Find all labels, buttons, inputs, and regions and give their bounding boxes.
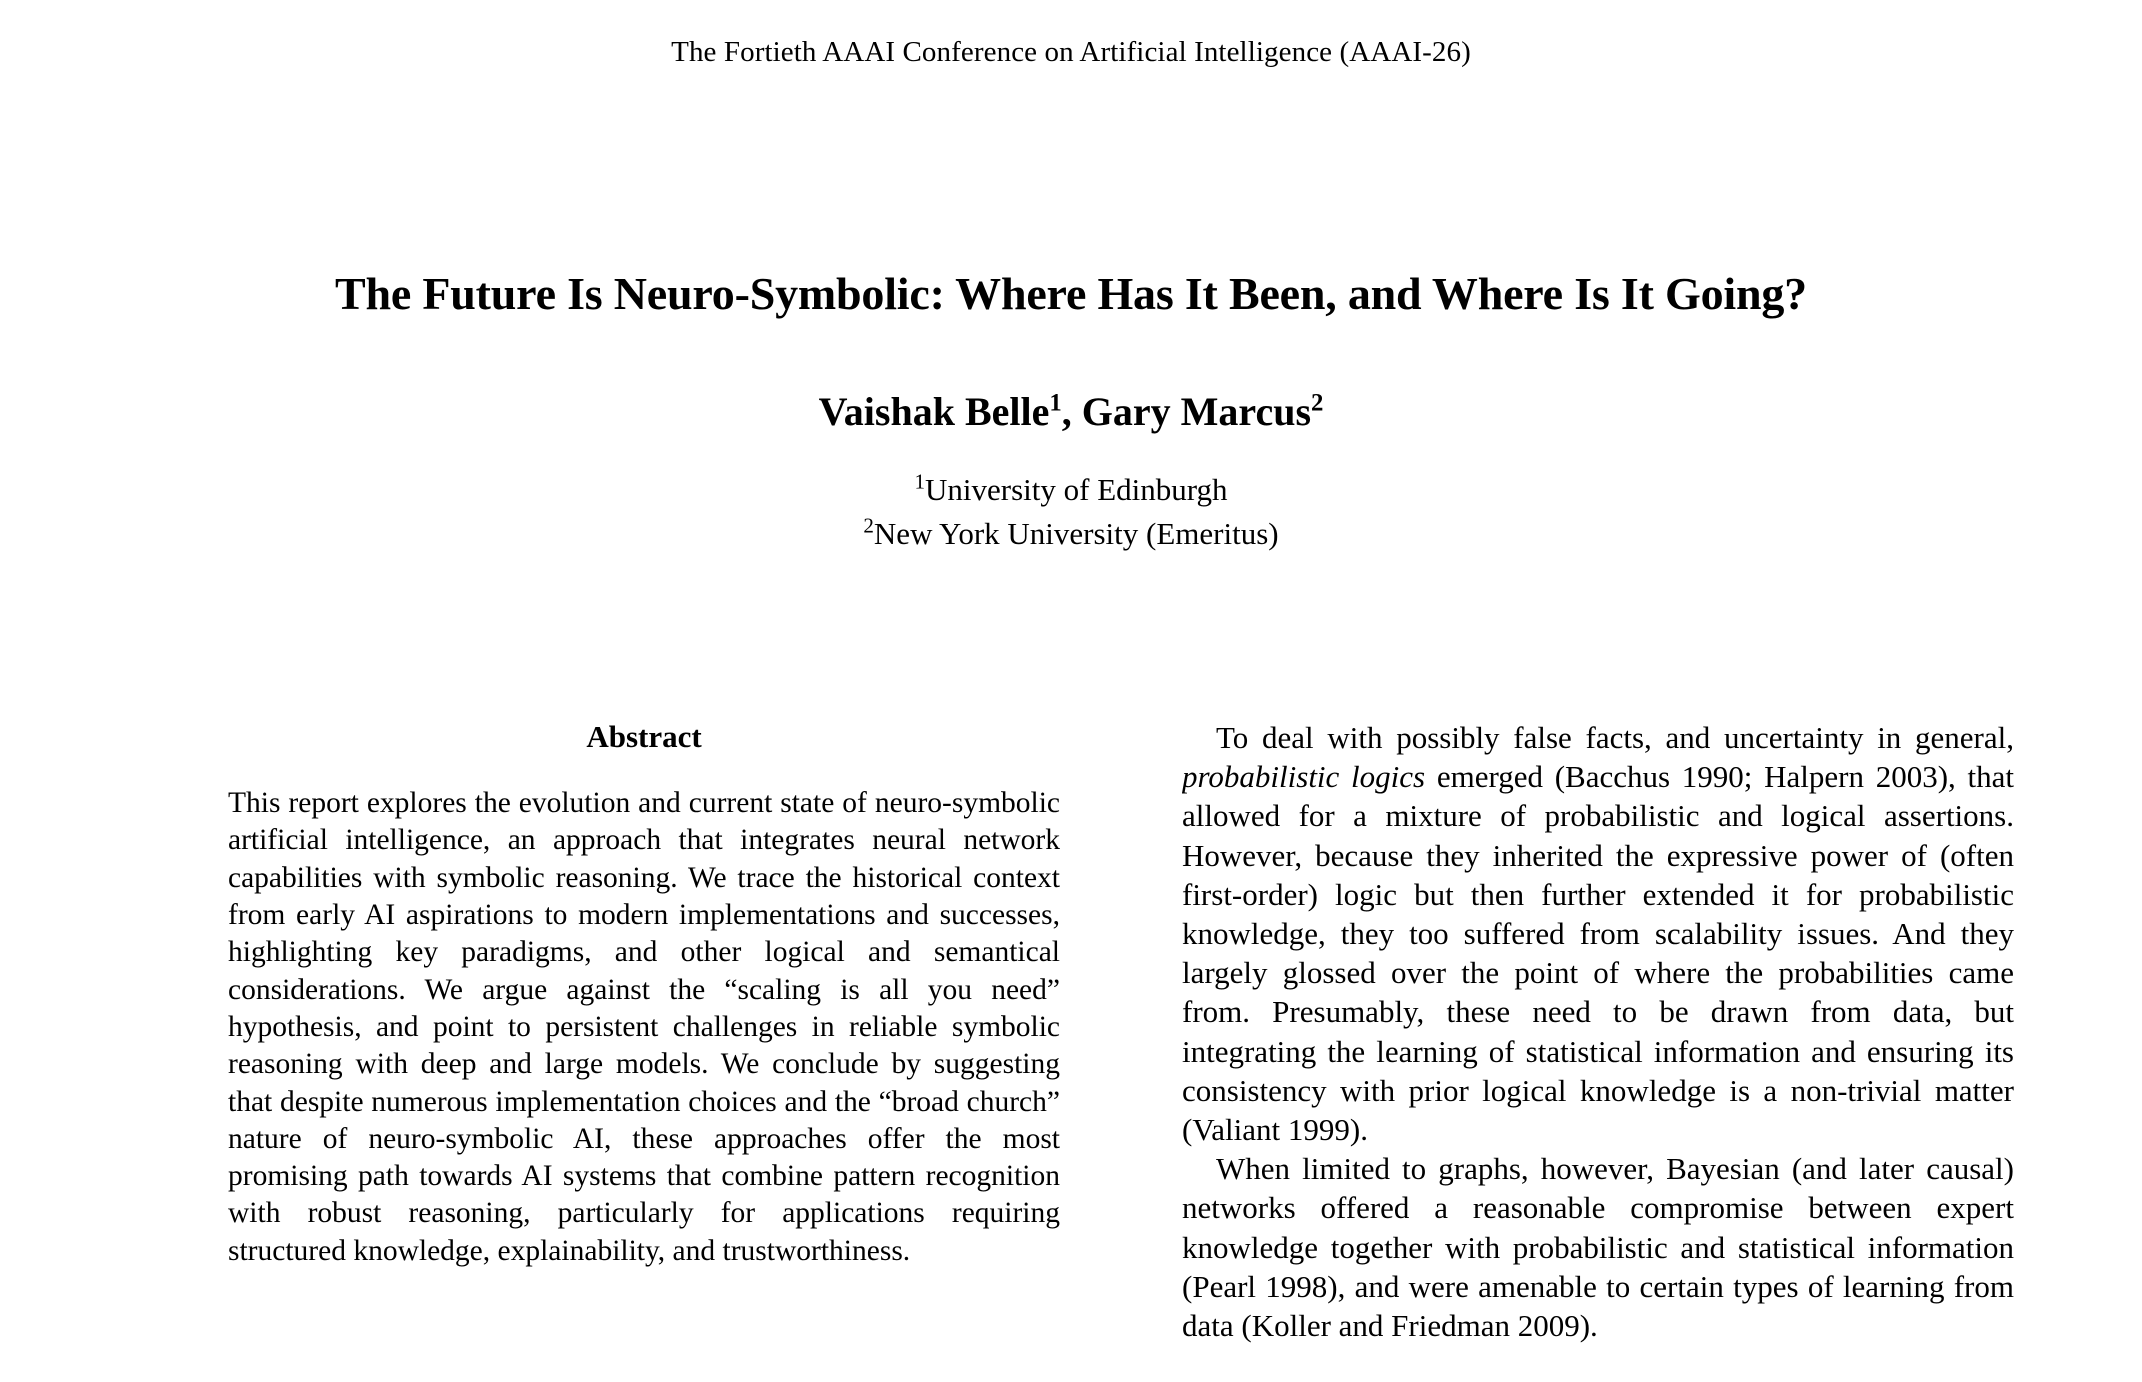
author-separator: ,: [1061, 389, 1082, 434]
author-name-1: Vaishak Belle: [818, 389, 1050, 434]
abstract-quote-broad-church: “broad church”: [878, 1085, 1060, 1118]
author-list: [0, 388, 2142, 436]
affiliation-marker-1: 1: [914, 469, 926, 494]
author-affiliation-marker-1: 1: [1049, 389, 1062, 417]
affiliation-2: [0, 512, 2142, 556]
affiliation-list: [0, 468, 2142, 556]
paragraph-1-text-part-1: To deal with possibly false facts, and uncertainty in general,: [1216, 720, 2014, 755]
author-name-2: Gary Marcus: [1081, 389, 1312, 434]
author-affiliation-marker-2: 2: [1311, 389, 1324, 417]
abstract-text-part-2: hypothesis, and point to persistent challenges in reliable symbolic reasoning with deep and large models. We conclude by suggesting that despite numerous implementation choices and the: [228, 1010, 1060, 1118]
left-column: [228, 718, 1060, 1382]
body-paragraph-1: [1182, 718, 2014, 1149]
body-columns: [0, 718, 2142, 1382]
affiliation-1: [0, 468, 2142, 512]
abstract-body: [228, 785, 1060, 1270]
term-probabilistic-logics: probabilistic logics: [1182, 759, 1426, 795]
abstract-heading: Abstract: [586, 719, 702, 754]
running-header: The Fortieth AAAI Conference on Artificial Intelligence (AAAI-26): [671, 36, 1471, 68]
abstract-text-part-1: This report explores the evolution and current state of neuro-symbolic artificial intelligence, an approach that integrates neural network capabilities with symbolic reasoning. We trace the historical context from early AI aspirations to modern implementations and successes, highlighting key paradigms, and other logical and semantical considerations. We argue against the: [228, 787, 1060, 1006]
abstract-quote-scaling: “scaling is all you need”: [724, 973, 1060, 1006]
affiliation-text-1: University of Edinburgh: [925, 472, 1228, 507]
body-paragraph-2: When limited to graphs, however, Bayesian (and later causal) networks offered a reasonable compromise between expert knowledge together with probabilistic and statistical information (Pearl 1998), and were amenable to certain types of learning from data (Koller and Friedman 2009).: [1182, 1151, 2014, 1344]
paragraph-1-text-part-2: emerged (Bacchus 1990; Halpern 2003), that allowed for a mixture of probabilistic and logical assertions. However, because they inherited the expressive power of (often first-order) logic but then further extended it for probabilistic knowledge, they too suffered from scalability issues. And they largely glossed over the point of where the probabilities came from. Presumably, these need to be drawn from data, but integrating the learning of statistical information and ensuring its consistency with prior logical knowledge is a non-trivial matter (Valiant 1999).: [1182, 759, 2014, 1148]
title-block: [0, 268, 2142, 321]
affiliation-marker-2: 2: [863, 513, 874, 538]
abstract-text-part-3: nature of neuro-symbolic AI, these approaches offer the most promising path towards AI systems that combine pattern recognition with robust reasoning, particularly for applications requiring structured knowledge, explainability, and trustworthiness.: [228, 1122, 1060, 1267]
right-column: [1182, 718, 2014, 1382]
page-title: The Future Is Neuro-Symbolic: Where Has It Been, and Where Is It Going?: [335, 268, 1807, 319]
affiliation-text-2: New York University (Emeritus): [873, 516, 1279, 552]
